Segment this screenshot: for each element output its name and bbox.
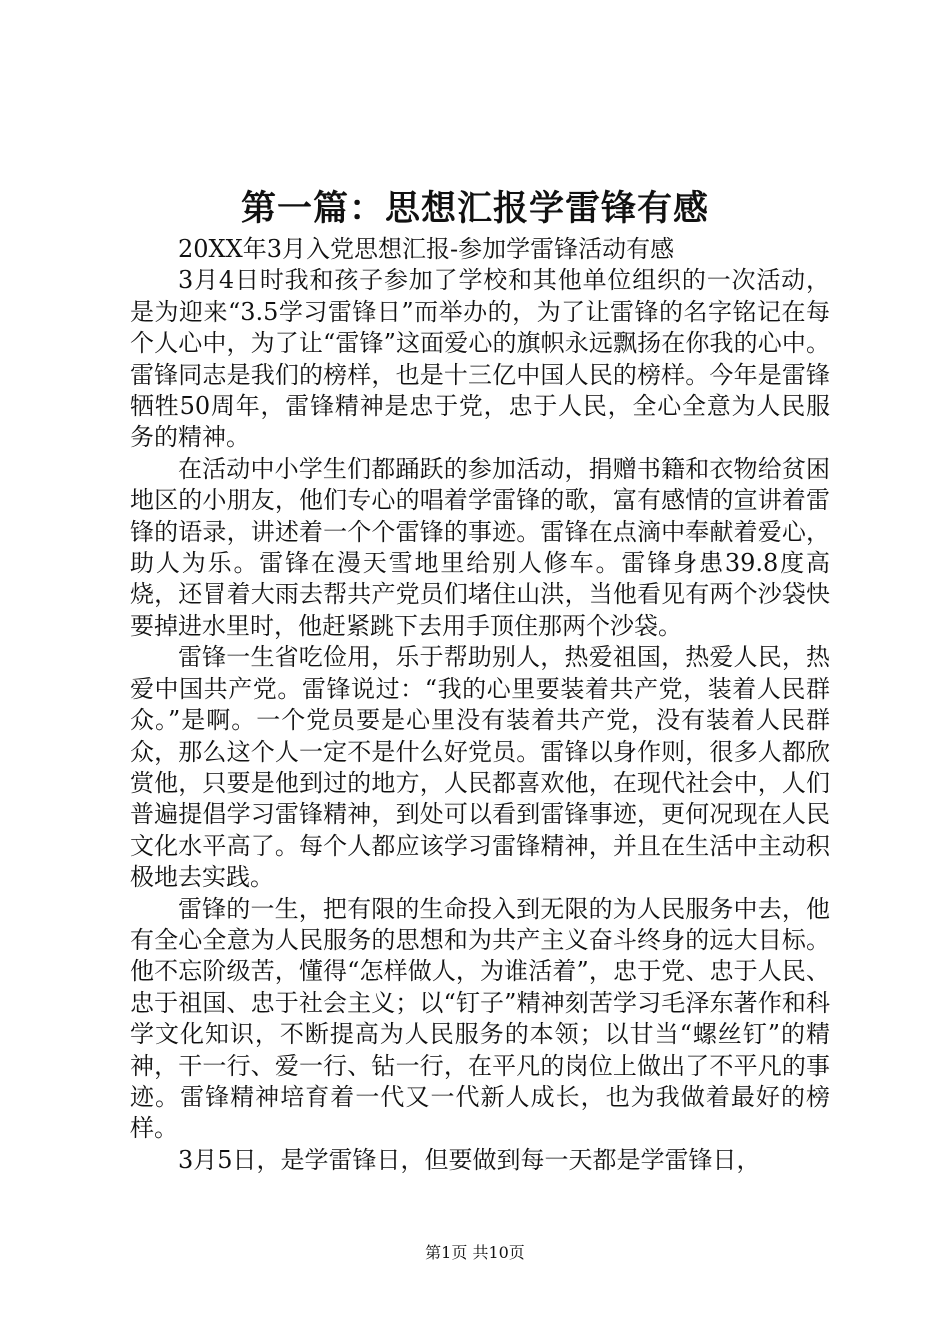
paragraph: 3月5日，是学雷锋日，但要做到每一天都是学雷锋日， [178, 1145, 761, 1174]
page-footer: 第1页 共10页 [425, 1243, 525, 1262]
paragraph: 3月4日时我和孩子参加了学校和其他单位组织的一次活动，是为迎来“3.5学习雷锋日”而举办的，为了让雷锋的名字铭记在每个人心中，为了让“雷锋”这面爱心的旗帜永远飘扬在你我的心中。雷锋同志是我们的榜样，也是十三亿中国人民的榜样。今年是雷锋牺牲50周年，雷锋精神是忠于党，忠于人民，全心全意为人民服务的精神。 [130, 266, 830, 452]
document-title: 第一篇：思想汇报学雷锋有感 [240, 188, 709, 229]
document-subtitle: 20XX年3月入党思想汇报-参加学雷锋活动有感 [178, 235, 675, 263]
paragraph: 在活动中小学生们都踊跃的参加活动，捐赠书籍和衣物给贫困地区的小朋友，他们专心的唱着学雷锋的歌，富有感情的宣讲着雷锋的语录，讲述着一个个雷锋的事迹。雷锋在点滴中奉献着爱心，助人为乐。雷锋在漫天雪地里给别人修车。雷锋身患39.8度高烧，还冒着大雨去帮共产党员们堵住山洪，当他看见有两个沙袋快要掉进水里时，他赶紧跳下去用手顶住那两个沙袋。 [130, 454, 830, 640]
document-body [130, 234, 830, 1176]
paragraph: 雷锋一生省吃俭用，乐于帮助别人，热爱祖国，热爱人民，热爱中国共产党。雷锋说过：“我的心里要装着共产党，装着人民群众。”是啊。一个党员要是心里没有装着共产党，没有装着人民群众，那么这个人一定不是什么好党员。雷锋以身作则，很多人都欣赏他，只要是他到过的地方，人民都喜欢他，在现代社会中，人们普遍提倡学习雷锋精神，到处可以看到雷锋事迹，更何况现在人民文化水平高了。每个人都应该学习雷锋精神，并且在生活中主动积极地去实践。 [130, 643, 830, 892]
paragraph: 雷锋的一生，把有限的生命投入到无限的为人民服务中去，他有全心全意为人民服务的思想和为共产主义奋斗终身的远大目标。他不忘阶级苦，懂得“怎样做人，为谁活着”，忠于党、忠于人民、忠于祖国、忠于社会主义；以“钉子”精神刻苦学习毛泽东著作和科学文化知识，不断提高为人民服务的本领；以甘当“螺丝钉”的精神，干一行、爱一行、钻一行，在平凡的岗位上做出了不平凡的事迹。雷锋精神培育着一代又一代新人成长，也为我做着最好的榜样。 [130, 894, 830, 1143]
